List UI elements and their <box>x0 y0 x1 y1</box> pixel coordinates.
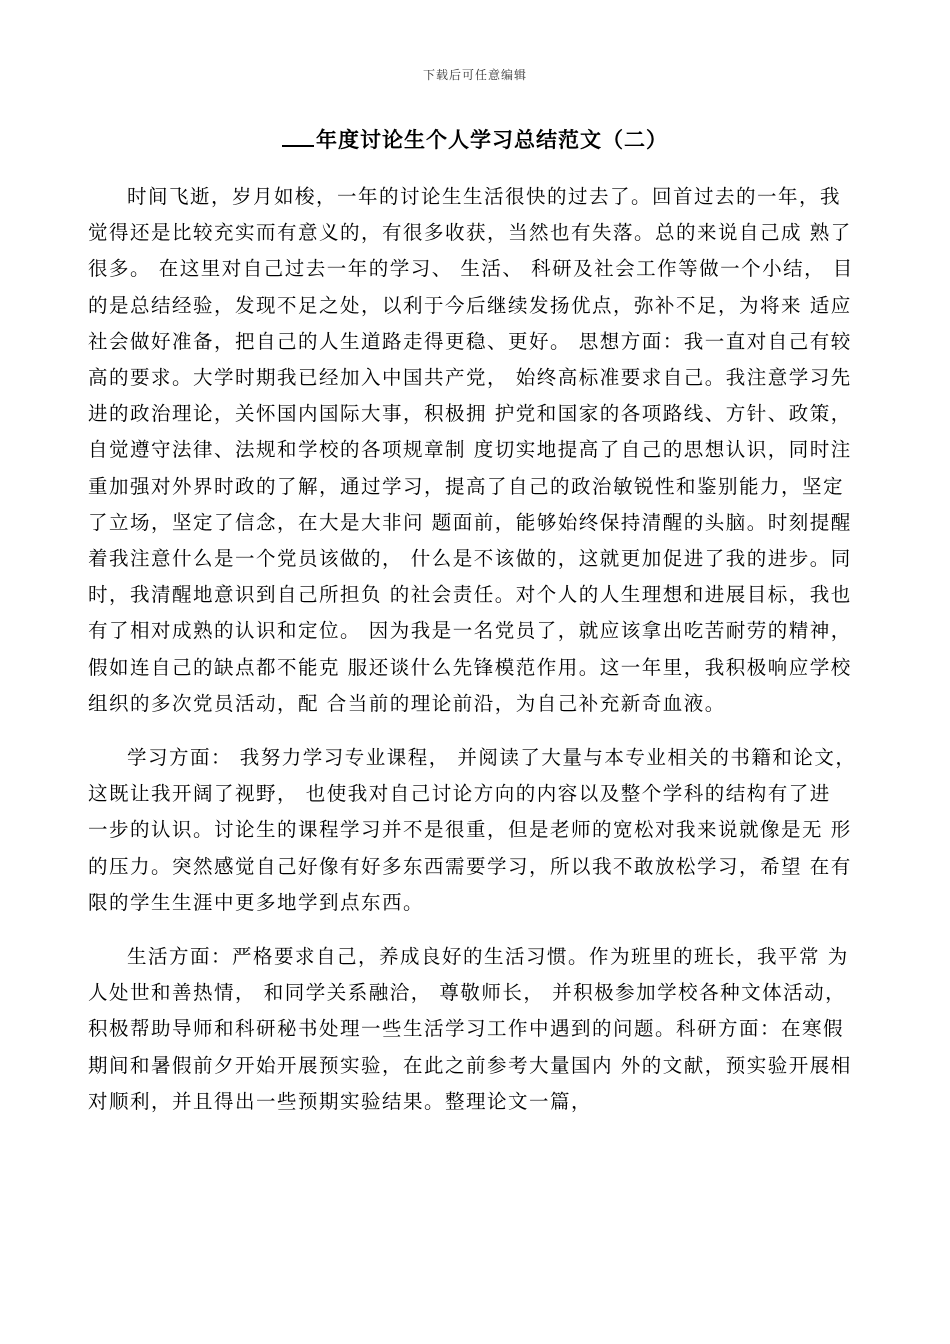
document-body <box>88 179 858 1120</box>
document-title <box>0 124 950 154</box>
paragraph-thought: 时间飞逝，岁月如梭，一年的讨论生生活很快的过去了。回首过去的一年，我觉得还是比较充实而有意义的，有很多收获，当然也有失落。总的来说自己成 熟了很多。 在这里对自己过去一年的学习、 生活、 科研及社会工作等做一个小结， 目的是总结经验，发现不足之处，以利于今后继续发扬优点，弥补不足，为将来 适应社会做好准备，把自己的人生道路走得更稳、更好。 思想方面：我一直对自己有较高的要求。大学时期我已经加入中国共产党， 始终高标准要求自己。我注意学习先进的政治理论，关怀国内国际大事，积极拥 护党和国家的各项路线、方针、政策，自觉遵守法律、法规和学校的各项规章制 度切实地提高了自己的思想认识，同时注重加强对外界时政的了解，通过学习，提高了自己的政治敏锐性和鉴别能力，坚定了立场，坚定了信念，在大是大非问 题面前，能够始终保持清醒的头脑。时刻提醒着我注意什么是一个党员该做的， 什么是不该做的，这就更加促进了我的进步。同时，我清醒地意识到自己所担负 的社会责任。对个人的人生理想和进展目标，我也有了相对成熟的认识和定位。 因为我是一名党员了，就应该拿出吃苦耐劳的精神，假如连自己的缺点都不能克 服还谈什么先锋模范作用。这一年里，我积极响应学校组织的多次党员活动，配 合当前的理论前沿，为自己补充新奇血液。 <box>88 185 854 715</box>
paragraph-life-research: 生活方面：严格要求自己，养成良好的生活习惯。作为班里的班长，我平常 为人处世和善热情， 和同学关系融洽， 尊敬师长， 并积极参加学校各种文体活动， 积极帮助导师和科研秘书处理一些生活学习工作中遇到的问题。科研方面：在寒假期间和暑假前夕开始开展预实验，在此之前参考大量国内 外的文献，预实验开展相对顺利，并且得出一些预期实验结果。整理论文一篇， <box>88 945 852 1113</box>
header-note: 下载后可任意编辑 <box>422 68 527 82</box>
title-text: 年度讨论生个人学习总结范文（二） <box>316 127 668 152</box>
title-blank-line <box>282 127 314 147</box>
paragraph-study: 学习方面： 我努力学习专业课程， 并阅读了大量与本专业相关的书籍和论文， 这既让我开阔了视野， 也使我对自己讨论方向的内容以及整个学科的结构有了进 一步的认识。讨论生的课程学习并不是很重，但是老师的宽松对我来说就像是无 形的压力。突然感觉自己好像有好多东西需要学习，所以我不敢放松学习，希望 在有限的学生生涯中更多地学到点东西。 <box>88 746 857 914</box>
